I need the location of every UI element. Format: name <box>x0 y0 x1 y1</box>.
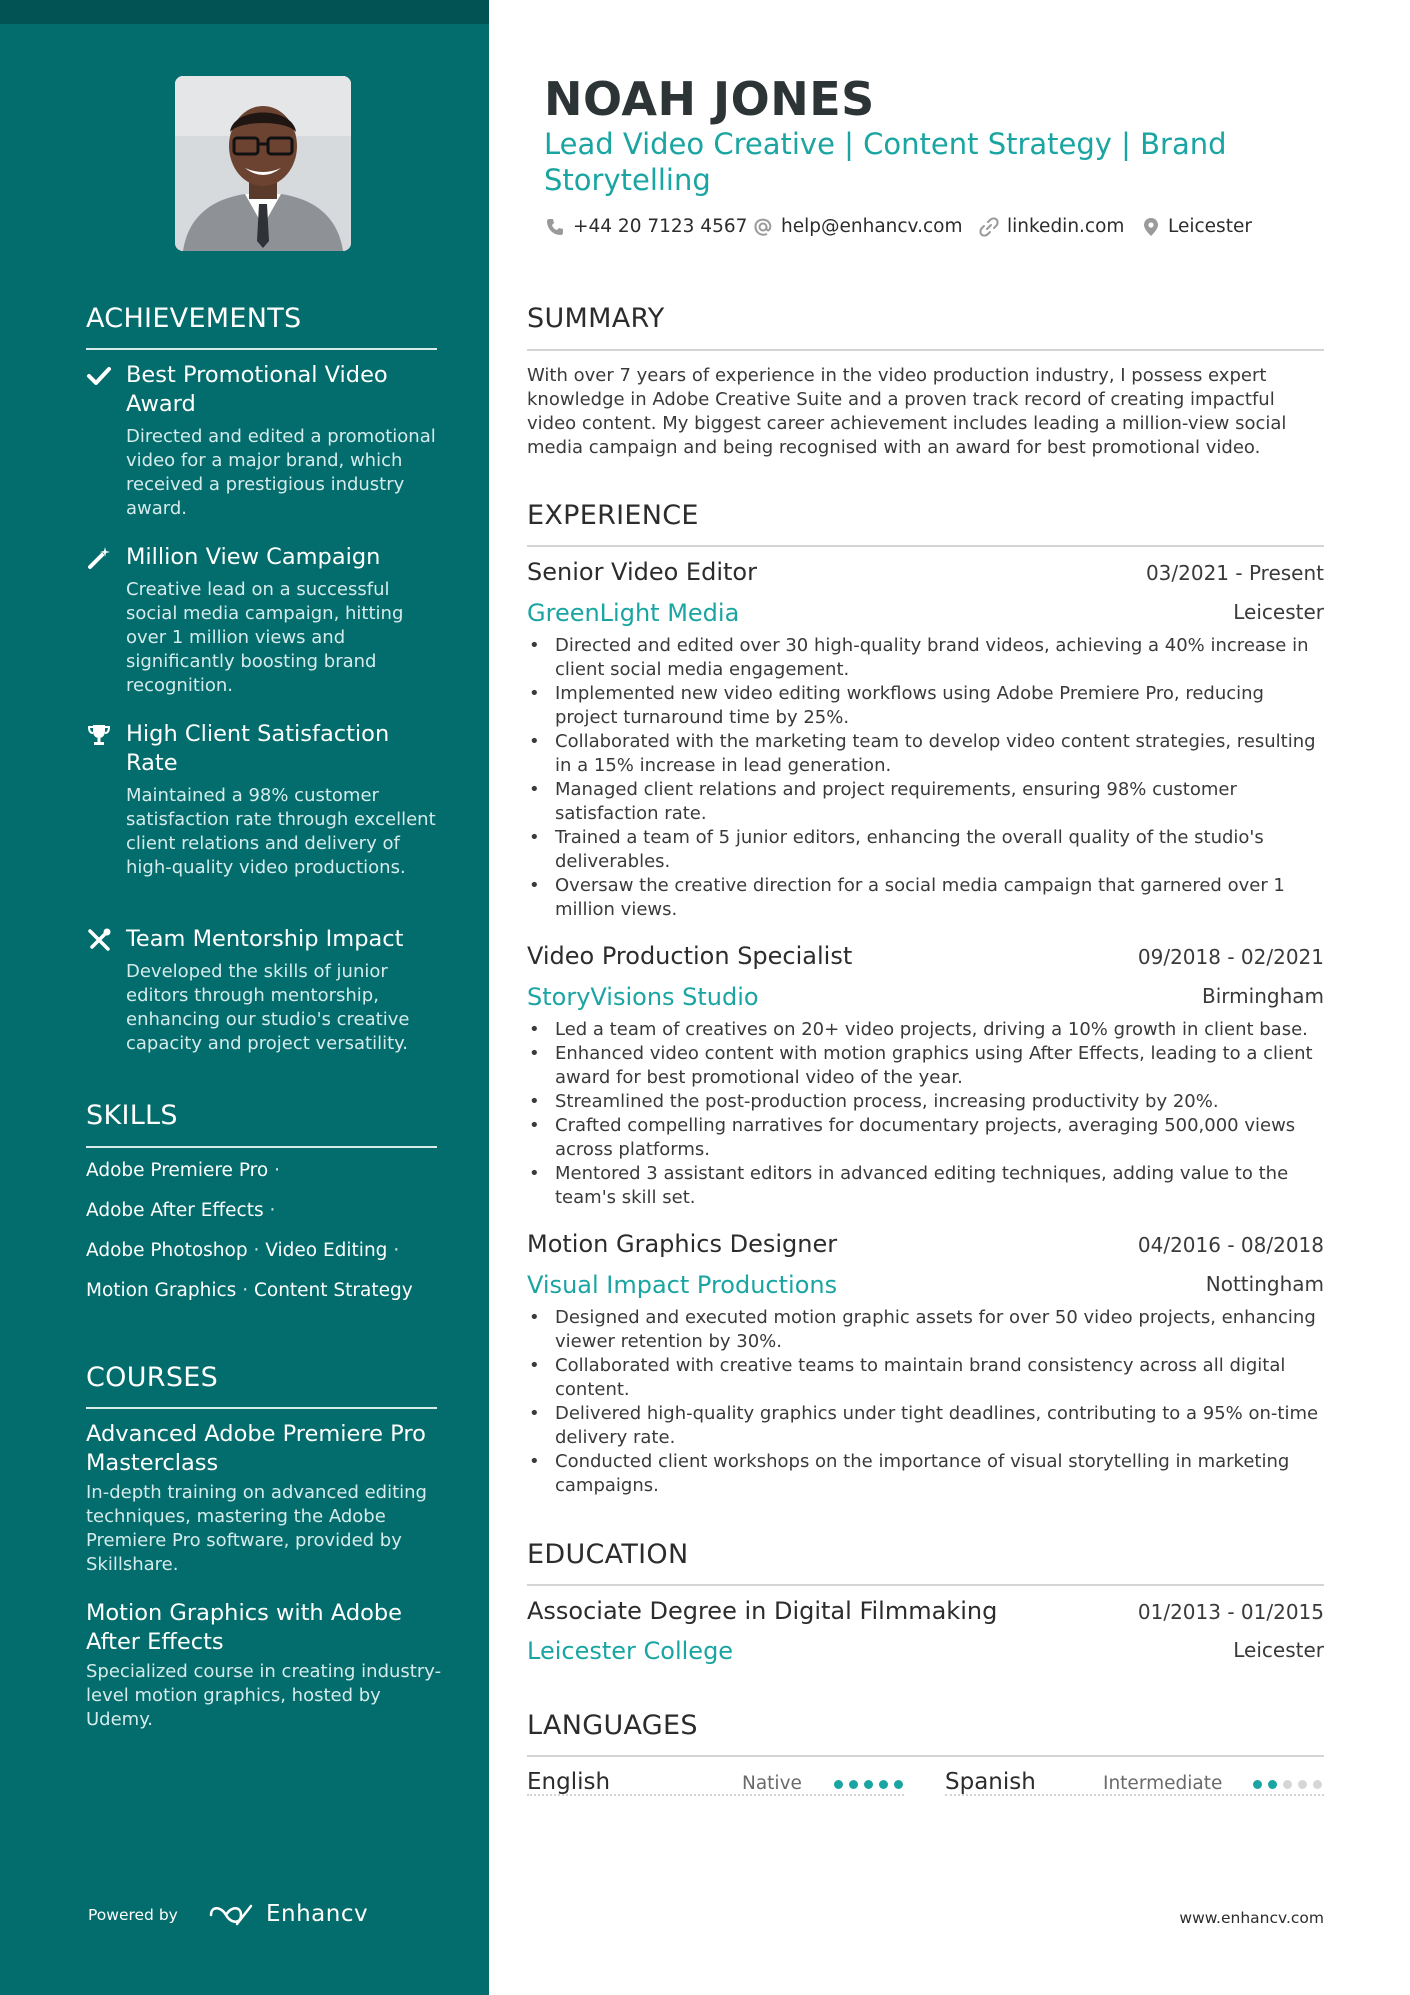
achievement-title: Best Promotional Video Award <box>126 362 388 417</box>
job-title: Senior Video Editor <box>527 558 757 586</box>
rating-dot <box>834 1780 843 1789</box>
list-item: • Collaborated with creative teams to maintain brand consistency across all digital content. <box>527 1354 1327 1402</box>
education-heading: EDUCATION <box>527 1539 689 1570</box>
course-title: Motion Graphics with Adobe After Effects <box>86 1600 402 1655</box>
skills-heading: SKILLS <box>86 1100 178 1131</box>
location-pin-icon <box>1142 217 1160 237</box>
contact-phone[interactable] <box>545 216 747 237</box>
rating-dot <box>894 1780 903 1789</box>
skill-separator: · <box>269 1200 276 1221</box>
skills-row <box>86 1200 275 1221</box>
list-item: • Implemented new video editing workflows using Adobe Premiere Pro, reducing project turnaround time by 25%. <box>527 682 1327 730</box>
sidebar-top-band <box>0 0 489 24</box>
rating-dot <box>1268 1780 1277 1789</box>
course-desc: Specialized course in creating industry-level motion graphics, hosted by Udemy. <box>86 1661 442 1730</box>
achievement-desc: Directed and edited a promotional video for a major brand, which received a prestigious industry award. <box>126 426 436 519</box>
skill-tag: Content Strategy <box>253 1280 413 1301</box>
achievement-item <box>86 925 446 1056</box>
course-title: Advanced Adobe Premiere Pro Masterclass <box>86 1421 426 1476</box>
achievement-title: Million View Campaign <box>126 544 381 570</box>
brand-name[interactable]: Enhancv <box>266 1901 369 1927</box>
sidebar <box>0 0 489 1995</box>
list-item: • Enhanced video content with motion graphics using After Effects, leading to a client award for best promotional video of the year. <box>527 1042 1327 1090</box>
skill-separator: · <box>253 1240 266 1261</box>
list-item: • Crafted compelling narratives for documentary projects, averaging 500,000 views across platforms. <box>527 1114 1327 1162</box>
skill-tag: Adobe Photoshop <box>86 1240 248 1261</box>
checkmark-icon <box>86 363 112 389</box>
contact-link[interactable] <box>979 216 1124 237</box>
skill-tag: Adobe After Effects <box>86 1200 264 1221</box>
list-item: • Designed and executed motion graphic assets for over 50 video projects, enhancing viewer retention by 30%. <box>527 1306 1327 1354</box>
trophy-icon <box>86 722 112 748</box>
powered-by-label: Powered by <box>88 1906 178 1924</box>
education-location: Leicester <box>1233 1638 1324 1662</box>
achievement-desc: Developed the skills of junior editors through mentorship, enhancing our studio's creative capacity and project versatility. <box>126 961 410 1054</box>
language-name: English <box>527 1769 611 1795</box>
rating-dot <box>879 1780 888 1789</box>
summary-heading: SUMMARY <box>527 303 665 334</box>
phone-text: +44 20 7123 4567 <box>573 216 748 237</box>
achievements-divider <box>86 348 437 350</box>
job-dates: 04/2016 - 08/2018 <box>1137 1233 1324 1257</box>
achievement-title: High Client Satisfaction Rate <box>126 721 390 776</box>
job-dates: 09/2018 - 02/2021 <box>1137 945 1324 969</box>
education-dates: 01/2013 - 01/2015 <box>1137 1600 1324 1624</box>
skill-tag: Adobe Premiere Pro <box>86 1160 269 1181</box>
language-level: Native <box>742 1773 802 1794</box>
job-company[interactable]: Visual Impact Productions <box>527 1271 838 1299</box>
achievement-desc: Maintained a 98% customer satisfaction rate through excellent client relations and delivery of high-quality video productions. <box>126 785 436 878</box>
language-rating <box>1253 1780 1322 1789</box>
summary-divider <box>527 349 1324 351</box>
skills-row <box>86 1160 280 1181</box>
phone-icon <box>545 217 565 237</box>
wrench-screwdriver-icon <box>86 927 112 953</box>
at-sign-icon <box>753 217 773 237</box>
website-link[interactable]: www.enhancv.com <box>1179 1909 1324 1927</box>
rating-dot <box>849 1780 858 1789</box>
achievement-item <box>86 720 446 880</box>
contact-email[interactable] <box>753 216 962 237</box>
achievement-item <box>86 543 446 698</box>
experience-divider <box>527 545 1324 547</box>
courses-divider <box>86 1407 437 1409</box>
language-divider <box>945 1794 1324 1796</box>
languages-divider <box>527 1755 1324 1757</box>
job-dates: 03/2021 - Present <box>1145 561 1324 585</box>
language-name: Spanish <box>945 1769 1036 1795</box>
list-item: • Streamlined the post-production process, increasing productivity by 20%. <box>527 1090 1327 1114</box>
list-item: • Conducted client workshops on the importance of visual storytelling in marketing campaigns. <box>527 1450 1327 1498</box>
rating-dot <box>1298 1780 1307 1789</box>
skill-separator: · <box>393 1240 400 1261</box>
achievement-title: Team Mentorship Impact <box>126 926 404 952</box>
list-item: • Led a team of creatives on 20+ video projects, driving a 10% growth in client base. <box>527 1018 1327 1042</box>
link-text: linkedin.com <box>1007 216 1125 237</box>
languages-heading: LANGUAGES <box>527 1710 698 1741</box>
list-item: • Oversaw the creative direction for a social media campaign that garnered over 1 million views. <box>527 874 1327 922</box>
experience-heading: EXPERIENCE <box>527 500 699 531</box>
list-item: • Managed client relations and project requirements, ensuring 98% customer satisfaction rate. <box>527 778 1327 826</box>
job-location: Leicester <box>1233 600 1324 624</box>
rating-dot <box>1253 1780 1262 1789</box>
candidate-headline: Lead Video Creative | Content Strategy | Brand Storytelling <box>544 127 1227 197</box>
rating-dot <box>864 1780 873 1789</box>
achievement-item <box>86 361 446 521</box>
achievement-desc: Creative lead on a successful social media campaign, hitting over 1 million views and significantly boosting brand recognition. <box>126 579 404 696</box>
job-bullets <box>527 1018 1327 1210</box>
education-school[interactable]: Leicester College <box>527 1637 734 1665</box>
course-item <box>86 1599 446 1732</box>
skills-row <box>86 1280 413 1301</box>
job-title: Motion Graphics Designer <box>527 1230 838 1258</box>
education-degree: Associate Degree in Digital Filmmaking <box>527 1597 998 1625</box>
skill-separator: · <box>274 1160 280 1181</box>
list-item: • Collaborated with the marketing team to develop video content strategies, resulting in a 15% increase in lead generation. <box>527 730 1327 778</box>
course-desc: In-depth training on advanced editing techniques, mastering the Adobe Premiere Pro software, provided by Skillshare. <box>86 1482 427 1575</box>
education-divider <box>527 1584 1324 1586</box>
courses-heading: COURSES <box>86 1362 219 1393</box>
list-item: • Mentored 3 assistant editors in advanced editing techniques, adding value to the team's skill set. <box>527 1162 1327 1210</box>
enhancv-logo-icon[interactable] <box>207 1900 255 1930</box>
skill-tag: Motion Graphics <box>86 1280 237 1301</box>
language-divider <box>527 1794 904 1796</box>
link-icon <box>979 217 999 237</box>
list-item: • Trained a team of 5 junior editors, enhancing the overall quality of the studio's deliverables. <box>527 826 1327 874</box>
rating-dot <box>1283 1780 1292 1789</box>
avatar <box>175 76 351 251</box>
list-item: • Delivered high-quality graphics under tight deadlines, contributing to a 95% on-time delivery rate. <box>527 1402 1327 1450</box>
course-item <box>86 1420 446 1577</box>
achievements-heading: ACHIEVEMENTS <box>86 303 302 334</box>
job-bullets <box>527 634 1327 922</box>
job-bullets <box>527 1306 1327 1498</box>
skills-row <box>86 1240 399 1261</box>
skill-tag: Video Editing <box>265 1240 388 1261</box>
language-level: Intermediate <box>1103 1773 1223 1794</box>
job-location: Birmingham <box>1202 984 1324 1008</box>
summary-text: With over 7 years of experience in the video production industry, I possess expert knowledge in Adobe Creative Suite and a proven track record of creating impactful video content. My biggest career achievement includes leading a million-view social media campaign and being recognised with an award for best promotional video. <box>527 365 1287 458</box>
candidate-name: NOAH JONES <box>544 72 875 126</box>
rating-dot <box>1313 1780 1322 1789</box>
skill-separator: · <box>242 1280 254 1301</box>
language-rating <box>834 1780 903 1789</box>
magic-wand-icon <box>86 545 112 571</box>
contact-location <box>1142 216 1252 237</box>
job-location: Nottingham <box>1205 1272 1324 1296</box>
job-title: Video Production Specialist <box>527 942 853 970</box>
job-company[interactable]: GreenLight Media <box>527 599 740 627</box>
skills-divider <box>86 1146 437 1148</box>
list-item: • Directed and edited over 30 high-quality brand videos, achieving a 40% increase in client social media engagement. <box>527 634 1327 682</box>
job-company[interactable]: StoryVisions Studio <box>527 983 759 1011</box>
location-text: Leicester <box>1168 216 1252 237</box>
email-text: help@enhancv.com <box>781 216 963 237</box>
